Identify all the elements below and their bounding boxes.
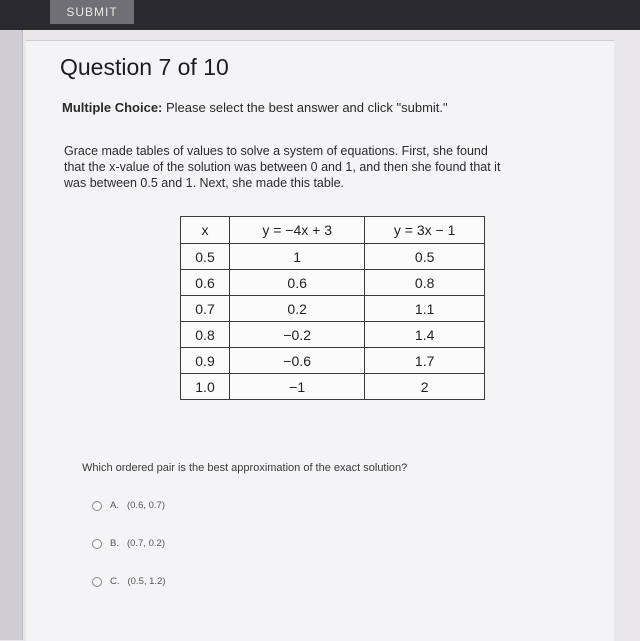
table-cell: 0.8: [365, 270, 485, 296]
table-cell: 0.9: [181, 348, 230, 374]
instruction-text: Please select the best answer and click "submit.": [162, 100, 448, 115]
prompt-line: was between 0.5 and 1. Next, she made this table.: [64, 176, 345, 190]
table-row: [181, 270, 485, 296]
table-row: [181, 374, 485, 400]
question-text: Which ordered pair is the best approximation of the exact solution?: [82, 462, 408, 474]
choice-letter: A.: [110, 500, 119, 511]
table-row: [181, 322, 485, 348]
page-title: Question 7 of 10: [60, 54, 229, 80]
question-prompt: [64, 143, 604, 191]
table-cell: 1.7: [365, 348, 485, 374]
submit-button[interactable]: SUBMIT: [50, 0, 134, 24]
table-cell: 1.0: [181, 374, 230, 400]
table-cell: −0.6: [230, 348, 365, 374]
radio-button[interactable]: [92, 577, 102, 587]
values-table: [180, 216, 485, 400]
left-rail: [0, 30, 23, 640]
table-cell: 0.6: [181, 270, 230, 296]
table-cell: 0.8: [181, 322, 230, 348]
table-cell: 1.4: [365, 322, 485, 348]
table-cell: 0.5: [181, 244, 230, 270]
table-cell: 0.2: [230, 296, 365, 322]
instructions: [62, 100, 448, 115]
table-header-row: [181, 217, 485, 244]
choice-text: (0.6, 0.7): [126, 500, 166, 511]
choice-text: (0.5, 1.2): [127, 576, 166, 587]
table-row: [181, 296, 485, 322]
prompt-line: that the x-value of the solution was between 0 and 1, and then she found that it: [64, 160, 501, 174]
table-cell: 1.1: [365, 296, 485, 322]
choice-a[interactable]: [92, 500, 165, 511]
table-row: [181, 244, 485, 270]
table-cell: 2: [365, 374, 485, 400]
table-cell: 1: [230, 244, 365, 270]
choice-letter: B.: [110, 538, 119, 549]
table-cell: 0.6: [230, 270, 365, 296]
column-header-x: x: [181, 217, 230, 244]
table-cell: 0.7: [181, 296, 230, 322]
choice-b[interactable]: [92, 538, 165, 549]
table-cell: 0.5: [365, 244, 485, 270]
table-cell: −1: [230, 374, 365, 400]
column-header-eq1: y = −4x + 3: [230, 217, 365, 244]
instruction-type: Multiple Choice:: [62, 100, 163, 115]
choice-text: (0.7, 0.2): [126, 538, 166, 549]
radio-button[interactable]: [92, 539, 102, 549]
table-cell: −0.2: [230, 322, 365, 348]
column-header-eq2: y = 3x − 1: [365, 217, 485, 244]
choice-letter: C.: [110, 576, 120, 587]
radio-button[interactable]: [92, 501, 102, 511]
prompt-line: Grace made tables of values to solve a system of equations. First, she found: [64, 144, 488, 158]
table-row: [181, 348, 485, 374]
choice-c[interactable]: [92, 576, 166, 587]
